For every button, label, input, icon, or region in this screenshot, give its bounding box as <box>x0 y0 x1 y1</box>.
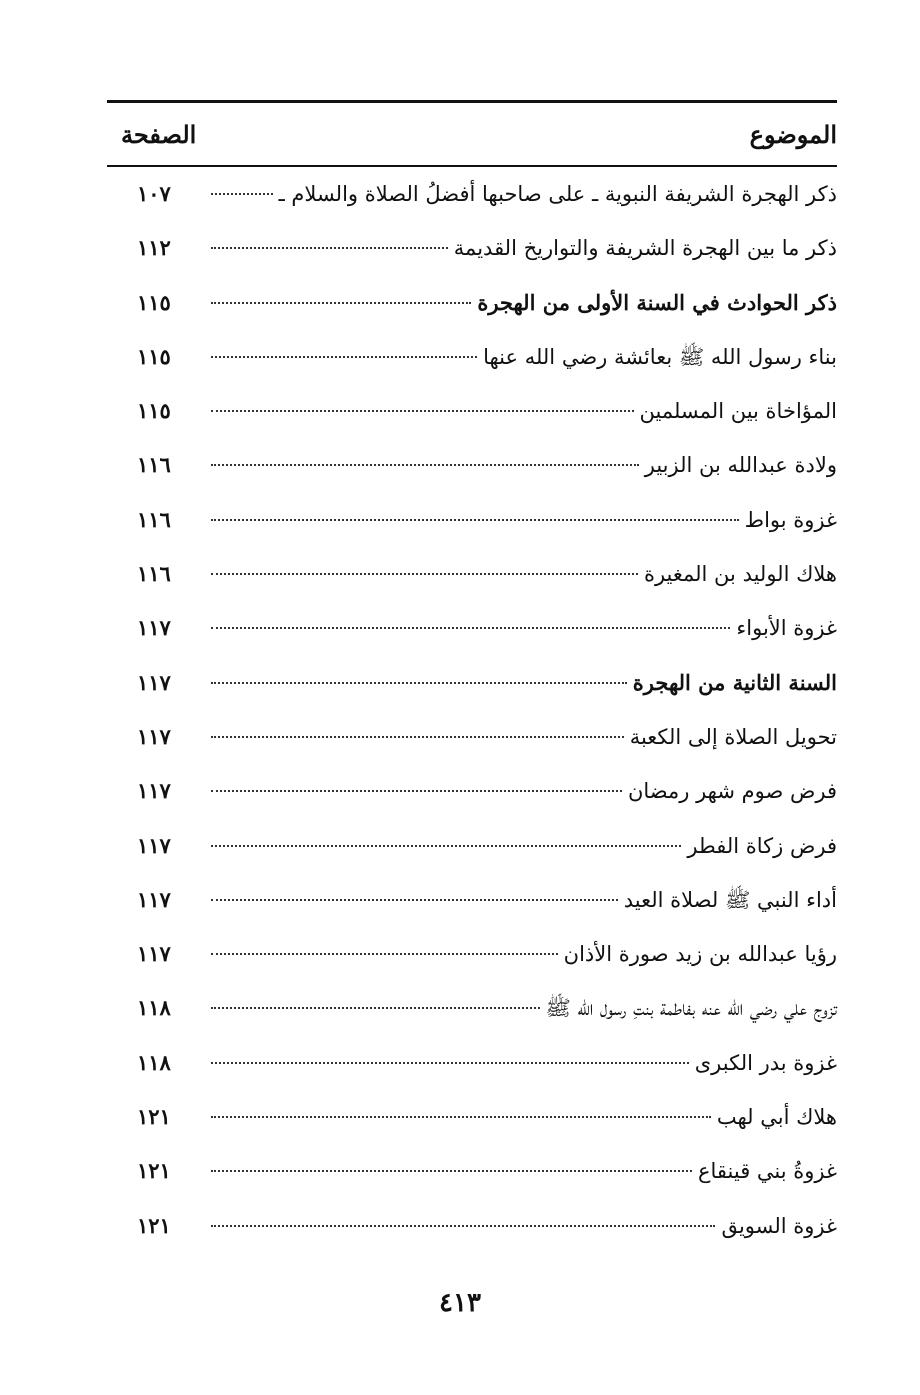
toc-entry <box>107 710 837 764</box>
toc-entry <box>107 1036 837 1090</box>
dot-leader <box>211 627 730 629</box>
toc-list <box>107 167 837 1253</box>
entry-title: ذكر الهجرة الشريفة النبوية ـ على صاحبها أفضلُ الصلاة والسلام ـ <box>278 182 837 206</box>
entry-title: غزوة بواط <box>744 507 837 532</box>
dot-leader <box>211 410 634 412</box>
dot-leader <box>211 1062 689 1064</box>
dot-leader <box>211 247 448 249</box>
topic-column-heading: الموضوع <box>749 119 837 149</box>
dot-leader <box>211 464 639 466</box>
entry-title: هلاك أبي لهب <box>716 1105 837 1130</box>
dot-leader <box>211 845 681 847</box>
dot-leader <box>211 899 618 901</box>
entry-page-number: ١٢١ <box>137 1212 171 1238</box>
dot-leader <box>211 1007 540 1009</box>
entry-page-number: ١١٢ <box>137 235 171 261</box>
entry-title: غزوة الأبواء <box>736 616 837 641</box>
toc-entry <box>107 601 837 655</box>
toc-entry <box>107 764 837 818</box>
toc-entry <box>107 384 837 438</box>
dot-leader <box>211 1170 692 1172</box>
entry-title: رؤيا عبدالله بن زيد صورة الأذان <box>563 942 837 967</box>
entry-title: غزوة السويق <box>721 1213 837 1238</box>
entry-page-number: ١١٧ <box>137 615 171 641</box>
table-of-contents-page <box>107 100 837 1253</box>
entry-title: ذكر ما بين الهجرة الشريفة والتواريخ القديمة <box>453 236 837 261</box>
dot-leader <box>211 953 558 955</box>
toc-entry <box>107 276 837 330</box>
page-number-footer: ٤١٣ <box>439 1288 481 1318</box>
toc-entry <box>107 873 837 927</box>
toc-entry <box>107 927 837 981</box>
toc-entry <box>107 981 837 1035</box>
entry-page-number: ١١٥ <box>137 398 171 424</box>
entry-page-number: ١١٧ <box>137 778 171 804</box>
entry-title: ذكر الحوادث في السنة الأولى من الهجرة <box>477 289 837 315</box>
dot-leader <box>211 790 622 792</box>
dot-leader <box>211 302 471 304</box>
entry-page-number: ١٢١ <box>137 1104 171 1130</box>
toc-header <box>107 103 837 165</box>
entry-title: هلاك الوليد بن المغيرة <box>643 562 837 587</box>
entry-page-number: ١١٦ <box>137 452 171 478</box>
entry-page-number: ١٠٧ <box>137 181 171 206</box>
dot-leader <box>211 682 627 684</box>
entry-title: تحويل الصلاة إلى الكعبة <box>629 724 837 749</box>
entry-page-number: ١١٨ <box>137 995 171 1021</box>
entry-page-number: ١١٥ <box>137 343 171 369</box>
toc-entry <box>107 438 837 492</box>
entry-title: بناء رسول الله ﷺ بعائشة رضي الله عنها <box>483 344 837 369</box>
dot-leader <box>211 519 739 521</box>
toc-entry <box>107 167 837 221</box>
dot-leader <box>211 736 624 738</box>
toc-entry <box>107 656 837 710</box>
toc-entry <box>107 493 837 547</box>
dot-leader <box>211 573 638 575</box>
entry-title: السنة الثانية من الهجرة <box>632 669 837 695</box>
entry-title: فرض صوم شهر رمضان <box>627 779 837 804</box>
entry-page-number: ١١٥ <box>137 289 171 315</box>
entry-title: ولادة عبدالله بن الزبير <box>644 453 837 478</box>
entry-page-number: ١١٦ <box>137 561 171 587</box>
entry-page-number: ١١٧ <box>137 723 171 749</box>
toc-entry <box>107 221 837 275</box>
entry-title: تزوج علي رضي الله عنه بفاطمة بنتِ رسول الله ﷺ <box>545 996 837 1021</box>
toc-entry <box>107 1090 837 1144</box>
entry-page-number: ١١٧ <box>137 669 171 695</box>
entry-page-number: ١٢١ <box>137 1158 171 1184</box>
dot-leader <box>211 356 477 358</box>
entry-page-number: ١١٧ <box>137 886 171 912</box>
entry-title: أداء النبي ﷺ لصلاة العيد <box>623 887 837 912</box>
toc-entry <box>107 547 837 601</box>
entry-page-number: ١١٧ <box>137 941 171 967</box>
entry-title: فرض زكاة الفطر <box>687 833 837 858</box>
entry-page-number: ١١٦ <box>137 506 171 532</box>
toc-entry <box>107 819 837 873</box>
entry-page-number: ١١٨ <box>137 1049 171 1075</box>
page-column-heading: الصفحة <box>121 119 197 149</box>
entry-page-number: ١١٧ <box>137 832 171 858</box>
dot-leader <box>211 1116 711 1118</box>
toc-entry <box>107 1199 837 1253</box>
toc-entry <box>107 330 837 384</box>
toc-entry <box>107 1144 837 1198</box>
dot-leader <box>211 1225 715 1227</box>
entry-title: غزوة بدر الكبرى <box>694 1050 837 1075</box>
entry-title: المؤاخاة بين المسلمين <box>639 399 837 424</box>
entry-title: غزوةُ بني قينقاع <box>697 1159 837 1184</box>
dot-leader <box>211 193 273 195</box>
